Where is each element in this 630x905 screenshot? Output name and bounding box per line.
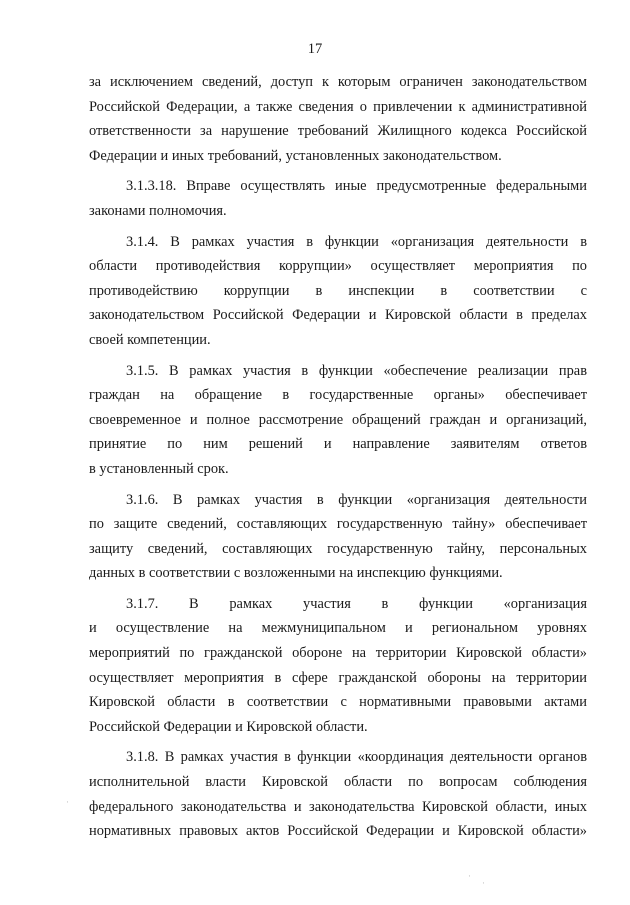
paragraph-3-1-3-18 — [89, 174, 587, 223]
paragraph-3-1-8 — [89, 745, 587, 843]
text-line: области противодействия коррупции» осуществляет мероприятия по — [89, 258, 587, 275]
text-line: противодействию коррупции в инспекции в соответствии с — [89, 282, 587, 299]
page-number: 17 — [307, 41, 323, 57]
text-line: Российской Федерации и Кировской области. — [89, 718, 368, 735]
text-line: Федерации и иных требований, установленных законодательством. — [89, 147, 502, 164]
text-line: 3.1.5. В рамках участия в функции «обеспечение реализации прав — [126, 362, 587, 379]
text-line: осуществляет мероприятия в сфере гражданской обороны на территории — [89, 669, 587, 686]
text-line: принятие по ним решений и направление заявителям ответов — [89, 436, 587, 453]
text-line: граждан на обращение в государственные органы» обеспечивает — [89, 387, 587, 404]
scan-speck: · — [66, 797, 69, 807]
text-line: своей компетенции. — [89, 331, 211, 348]
paragraph-continuation — [89, 70, 587, 168]
text-line: 3.1.4. В рамках участия в функции «организация деятельности в — [126, 233, 587, 250]
text-line: защиту сведений, составляющих государственную тайну, персональных — [89, 540, 587, 557]
paragraph-3-1-5 — [89, 359, 587, 482]
text-line: по защите сведений, составляющих государственную тайну» обеспечивает — [89, 516, 587, 533]
text-line: мероприятий по гражданской обороне на территории Кировской области» — [89, 645, 587, 662]
paragraph-3-1-6 — [89, 488, 587, 586]
text-line: за исключением сведений, доступ к которым ограничен законодательством — [89, 74, 587, 90]
scan-speck: · — [468, 871, 471, 881]
document-body — [89, 70, 587, 850]
text-line: своевременное и полное рассмотрение обращений граждан и организаций, — [89, 411, 587, 428]
paragraph-3-1-4 — [89, 230, 587, 353]
text-line: исполнительной власти Кировской области по вопросам соблюдения — [89, 774, 587, 791]
paragraph-3-1-7 — [89, 592, 587, 740]
text-line: нормативных правовых актов Российской Федерации и Кировской области» — [89, 823, 587, 840]
text-line: в установленный срок. — [89, 460, 229, 477]
text-line: Российской Федерации, а также сведения о привлечении к административной — [89, 98, 587, 115]
text-line: ответственности за нарушение требований Жилищного кодекса Российской — [89, 123, 587, 140]
text-line: Кировской области в соответствии с нормативными правовыми актами — [89, 694, 587, 711]
text-line: данных в соответствии с возложенными на инспекцию функциями. — [89, 565, 503, 582]
text-line: федерального законодательства и законодательства Кировской области, иных — [89, 798, 587, 815]
text-line: 3.1.8. В рамках участия в функции «координация деятельности органов — [126, 749, 587, 766]
scan-speck: · — [482, 878, 485, 888]
text-line: и осуществление на межмуниципальном и региональном уровнях — [89, 620, 587, 637]
text-line: законами полномочия. — [89, 202, 227, 219]
text-line: законодательством Российской Федерации и Кировской области в пределах — [89, 307, 587, 324]
text-line: 3.1.3.18. Вправе осуществлять иные предусмотренные федеральными — [126, 178, 587, 195]
text-line: 3.1.7. В рамках участия в функции «организация — [126, 595, 587, 612]
text-line: 3.1.6. В рамках участия в функции «организация деятельности — [126, 491, 587, 508]
